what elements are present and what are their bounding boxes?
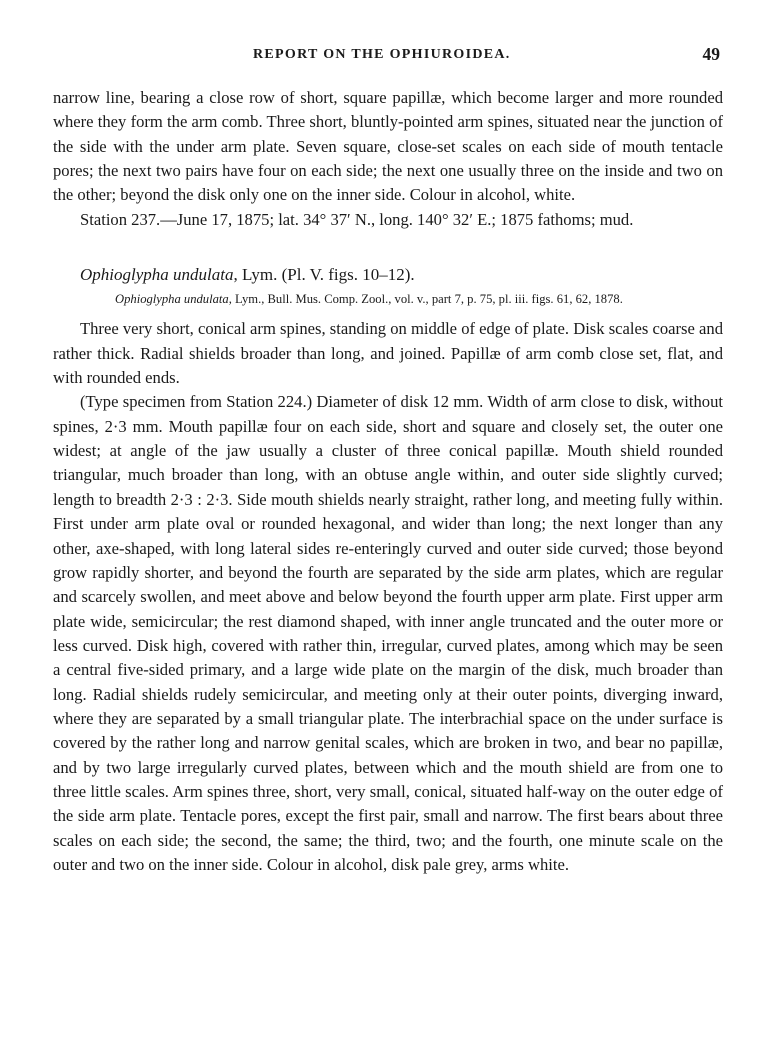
body-text <box>53 86 723 877</box>
running-title: REPORT ON THE OPHIUROIDEA. <box>253 47 511 62</box>
bibliographic-reference <box>53 291 723 308</box>
station-paragraph: Station 237.—June 17, 1875; lat. 34° 37′ N., long. 140° 32′ E.; 1875 fathoms; mud. <box>80 209 634 229</box>
species-authority: , Lym. (Pl. V. figs. 10–12). <box>233 265 415 285</box>
reference-species-name: Ophioglypha undulata <box>115 292 229 307</box>
description-paragraph: (Type specimen from Station 224.) Diameter of disk 12 mm. Width of arm close to disk, without spines, 2·3 mm. Mouth papillæ four on each side, short and square and closely set, the outer one widest; at angle of the jaw usually a cluster of three conical papillæ. Mouth shield rounded triangular, much broader than long, with an obtuse angle within, and outer side slightly curved; length to breadth 2·3 : 2·3. Side mouth shields nearly straight, rather long, and meeting fully within. First under arm plate oval or rounded hexagonal, and wider than long; the next longer than any other, axe-shaped, with long lateral sides re-enteringly curved and outer side curved; those beyond grow rapidly shorter, and beyond the fourth are separated by the side arm plates, which are regular and scarcely swollen, and meet above and below beyond the fourth upper arm plate. First upper arm plate wide, semicircular; the rest diamond shaped, with inner angle truncated and the outer more or less curved. Disk high, covered with rather thin, irregular, curved plates, among which may be seen a central five-sided primary, and a large wide plate on the margin of the disk, much broader than long. Radial shields rudely semicircular, and meeting only at their outer points, diverging inward, where they are separated by a small triangular plate. The interbrachial space on the under surface is covered by the rather long and narrow genital scales, which are broken in two, and bear no papillæ, and by two large irregularly curved plates, between which and the mouth shield are from one to three little scales. Arm spines three, short, very small, conical, situated half-way on the outer edge of the side arm plate. Tentacle pores, except the first pair, small and narrow. The first bears about three scales on each side; the second, the same; the third, two; and the fourth, one minute scale on the outer and two on the inner side. Colour in alcohol, disk pale grey, arms white. <box>53 392 723 874</box>
diagnosis-paragraph: Three very short, conical arm spines, standing on middle of edge of plate. Disk scales coarse and rather thick. Radial shields broader than long, and joined. Papillæ of arm comb close set, flat, and with rounded ends. <box>53 319 723 388</box>
continuation-paragraph: narrow line, bearing a close row of short, square papillæ, which become larger and more rounded where they form the arm comb. Three short, bluntly-pointed arm spines, situated near the junction of the side with the under arm plate. Seven square, close-set scales on each side of mouth tentacle pores; the next two pairs have four on each side; the next one usually three on the inside and two on the other; beyond the disk only one on the inner side. Colour in alcohol, white. <box>53 88 723 205</box>
species-heading <box>53 263 723 287</box>
running-head <box>0 44 776 68</box>
species-name: Ophioglypha undulata <box>80 265 234 285</box>
reference-citation: , Lym., Bull. Mus. Comp. Zool., vol. v., part 7, p. 75, pl. iii. figs. 61, 62, 1878. <box>228 292 623 307</box>
page-number: 49 <box>702 44 720 64</box>
